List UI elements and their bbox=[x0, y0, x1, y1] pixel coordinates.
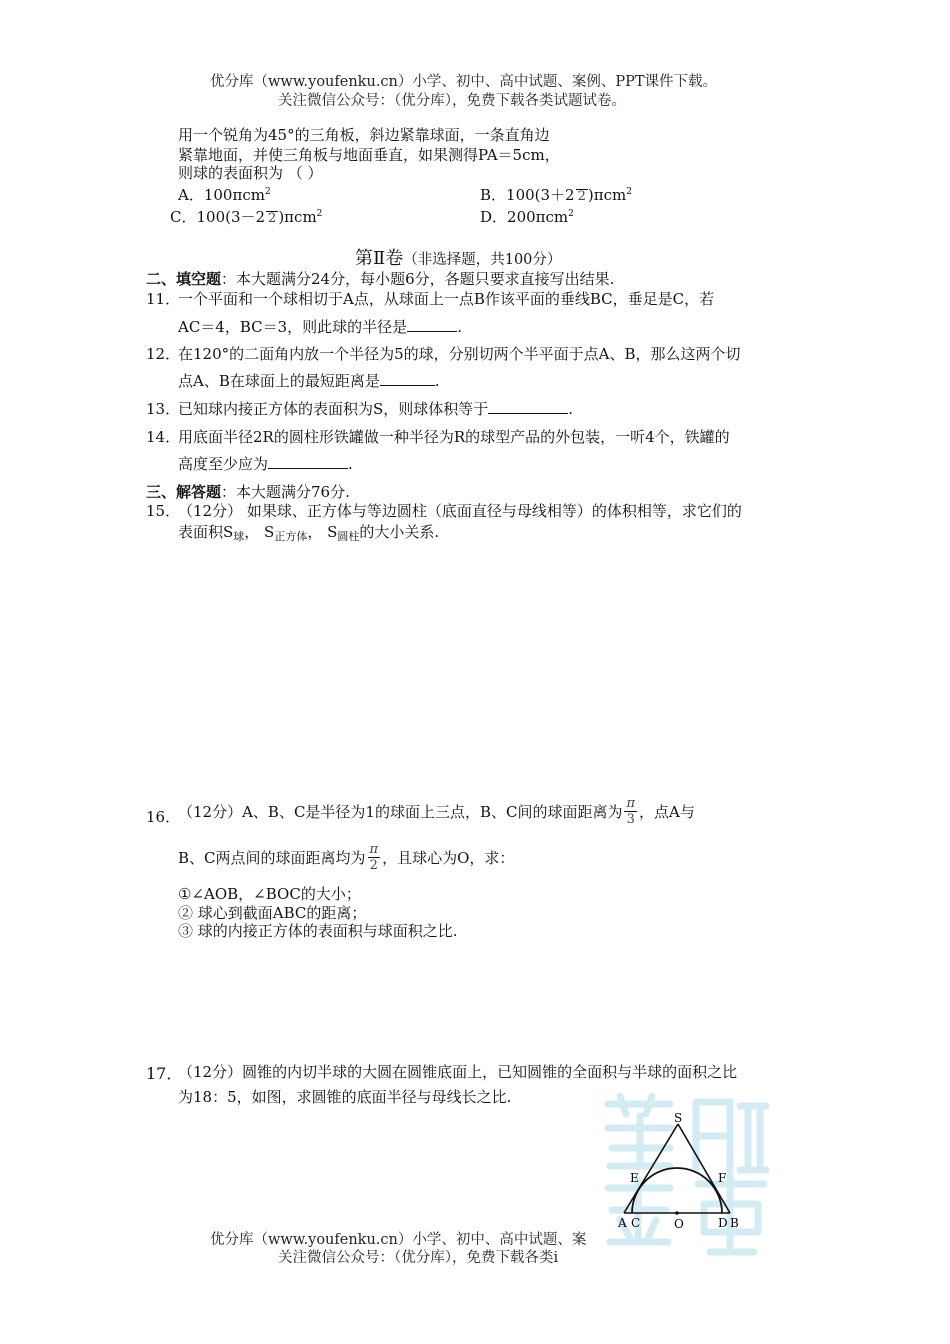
q13-line-1 bbox=[178, 398, 573, 419]
footer-line-2: 关注微信公众号：（优分库），免费下载各类i bbox=[278, 1250, 559, 1266]
center-point bbox=[675, 1211, 679, 1215]
fraction-numerator: π bbox=[369, 842, 379, 857]
section-3-heading bbox=[146, 481, 350, 502]
sqrt-symbol: 2 bbox=[268, 211, 277, 226]
q16-line-2 bbox=[178, 842, 514, 873]
q10-option-b-pre: B．100(3＋2 bbox=[480, 186, 575, 204]
q16-line-1-pre: （12分）A、B、C是半径为1的球面上三点，B、C间的球面距离为 bbox=[178, 803, 623, 821]
fraction-denominator: 3 bbox=[626, 812, 635, 827]
q16-item-3: ③ 球的内接正方体的表面积与球面积之比. bbox=[178, 922, 458, 940]
q15-line-2-post: 的大小关系. bbox=[359, 523, 440, 541]
footer-line-1: 优分库（www.youfenku.cn）小学、初中、高中试题、案 bbox=[210, 1232, 587, 1248]
subscript: 正方体 bbox=[274, 530, 308, 543]
superscript: 2 bbox=[626, 187, 632, 197]
fraction-pi-over-2 bbox=[368, 842, 381, 873]
q14-answer-blank[interactable] bbox=[268, 454, 348, 469]
q10-option-c-post: )πcm bbox=[278, 208, 317, 226]
q11-line-1: 一个平面和一个球相切于A点，从球面上一点B作该平面的垂线BC，垂足是C，若 bbox=[178, 290, 715, 308]
q10-option-a-text: A．100πcm bbox=[178, 186, 265, 204]
label-b: B bbox=[730, 1216, 739, 1230]
q16-line-2-post: ，且球心为O，求： bbox=[382, 849, 515, 867]
q13-line-1-text: 已知球内接正方体的表面积为S，则球体积等于 bbox=[178, 400, 489, 418]
q16-line-2-pre: B、C两点间的球面距离均为 bbox=[178, 849, 366, 867]
superscript: 2 bbox=[316, 209, 323, 219]
q12-line-2-text: 点A、B在球面上的最短距离是 bbox=[178, 372, 380, 390]
q17-line-2: 为18：5，如图，求圆锥的底面半径与母线长之比. bbox=[178, 1088, 512, 1106]
period: . bbox=[568, 400, 574, 418]
q16-item-1: ①∠AOB，∠BOC的大小； bbox=[178, 885, 361, 903]
label-s: S bbox=[674, 1111, 683, 1125]
q12-line-2 bbox=[178, 370, 440, 391]
q12-answer-blank[interactable] bbox=[380, 371, 435, 386]
separator: ， S bbox=[244, 523, 275, 541]
q10-option-a bbox=[178, 184, 271, 205]
q14-number: 14． bbox=[146, 428, 181, 446]
label-d: D bbox=[718, 1216, 728, 1230]
part-2-title bbox=[355, 244, 561, 270]
q10-option-d bbox=[480, 206, 574, 227]
fraction-numerator: π bbox=[626, 796, 636, 811]
q15-line-1: （12分） 如果球、正方体与等边圆柱（底面直径与母线相等）的体积相等，求它们的 bbox=[178, 502, 742, 520]
q11-number: 11． bbox=[146, 290, 181, 308]
q13-answer-blank[interactable] bbox=[488, 399, 568, 414]
q10-line-2: 紧靠地面，并使三角板与地面垂直，如果测得PA＝5cm， bbox=[178, 146, 560, 164]
section-2-text: ：本大题满分24分，每小题6分，各题只要求直接写出结果. bbox=[221, 270, 615, 288]
subscript: 圆柱 bbox=[337, 530, 360, 543]
period: . bbox=[348, 455, 353, 473]
period: . bbox=[434, 372, 440, 390]
subscript: 球 bbox=[233, 530, 245, 543]
q15-line-2 bbox=[178, 521, 439, 544]
label-f: F bbox=[718, 1171, 727, 1185]
q14-line-2 bbox=[178, 453, 353, 474]
period: . bbox=[457, 318, 462, 336]
q17-number: 17． bbox=[146, 1064, 183, 1083]
fraction-pi-over-3 bbox=[624, 796, 637, 827]
separator: ， S bbox=[307, 523, 338, 541]
superscript: 2 bbox=[568, 209, 574, 219]
q10-line-3: 则球的表面积为 （ ） bbox=[178, 164, 323, 182]
fraction-denominator: 2 bbox=[369, 858, 378, 873]
q10-option-c-pre: C．100(3－2 bbox=[170, 208, 266, 226]
q16-number: 16． bbox=[146, 808, 181, 826]
cone-hemisphere-figure bbox=[612, 1110, 752, 1234]
header-line-1: 优分库（www.youfenku.cn）小学、初中、高中试题、案例、PPT课件下载。 bbox=[210, 74, 718, 90]
section-3-text: ：本大题满分76分. bbox=[221, 483, 350, 501]
section-2-label: 二、填空题 bbox=[146, 270, 222, 288]
label-o: O bbox=[674, 1217, 684, 1231]
label-c: C bbox=[631, 1216, 641, 1230]
section-2-heading bbox=[146, 268, 614, 289]
q12-number: 12． bbox=[146, 345, 181, 363]
sqrt-symbol: 2 bbox=[577, 189, 586, 204]
q12-line-1: 在120°的二面角内放一个半径为5的球，分别切两个半平面于点A、B，那么这两个切 bbox=[178, 345, 741, 363]
label-e: E bbox=[630, 1171, 639, 1185]
label-a: A bbox=[618, 1216, 627, 1230]
q14-line-1: 用底面半径2R的圆柱形铁罐做一种半径为R的球型产品的外包装，一听4个，铁罐的 bbox=[178, 428, 730, 446]
q13-number: 13． bbox=[146, 400, 181, 418]
header-line-2: 关注微信公众号：（优分库），免费下载各类试题试卷。 bbox=[278, 93, 626, 109]
q11-line-2 bbox=[178, 316, 462, 337]
q11-line-2-text: AC＝4，BC＝3，则此球的半径是 bbox=[178, 318, 408, 336]
q14-line-2-text: 高度至少应为 bbox=[178, 455, 269, 473]
q11-answer-blank[interactable] bbox=[407, 317, 457, 332]
q15-line-2-pre: 表面积S bbox=[178, 523, 234, 541]
q16-line-1-post: ，点A与 bbox=[639, 803, 695, 821]
superscript: 2 bbox=[264, 187, 271, 197]
q16-item-2: ② 球心到截面ABC的距离； bbox=[178, 904, 367, 922]
q17-line-1: （12分）圆锥的内切半球的大圆在圆锥底面上，已知圆锥的全面积与半球的面积之比 bbox=[178, 1063, 738, 1081]
q10-option-d-text: D．200πcm bbox=[480, 208, 569, 226]
part-2-note: （非选择题，共100分） bbox=[403, 252, 562, 268]
q10-option-b bbox=[480, 184, 632, 205]
q16-line-1 bbox=[178, 796, 695, 827]
part-2-title-text: 第Ⅱ卷 bbox=[355, 248, 404, 269]
section-3-label: 三、解答题 bbox=[146, 483, 222, 501]
q15-number: 15． bbox=[146, 502, 181, 520]
q10-line-1: 用一个锐角为45°的三角板，斜边紧靠球面，一条直角边 bbox=[178, 126, 550, 144]
q10-option-b-post: )πcm bbox=[587, 186, 627, 204]
q10-option-c bbox=[170, 206, 322, 227]
